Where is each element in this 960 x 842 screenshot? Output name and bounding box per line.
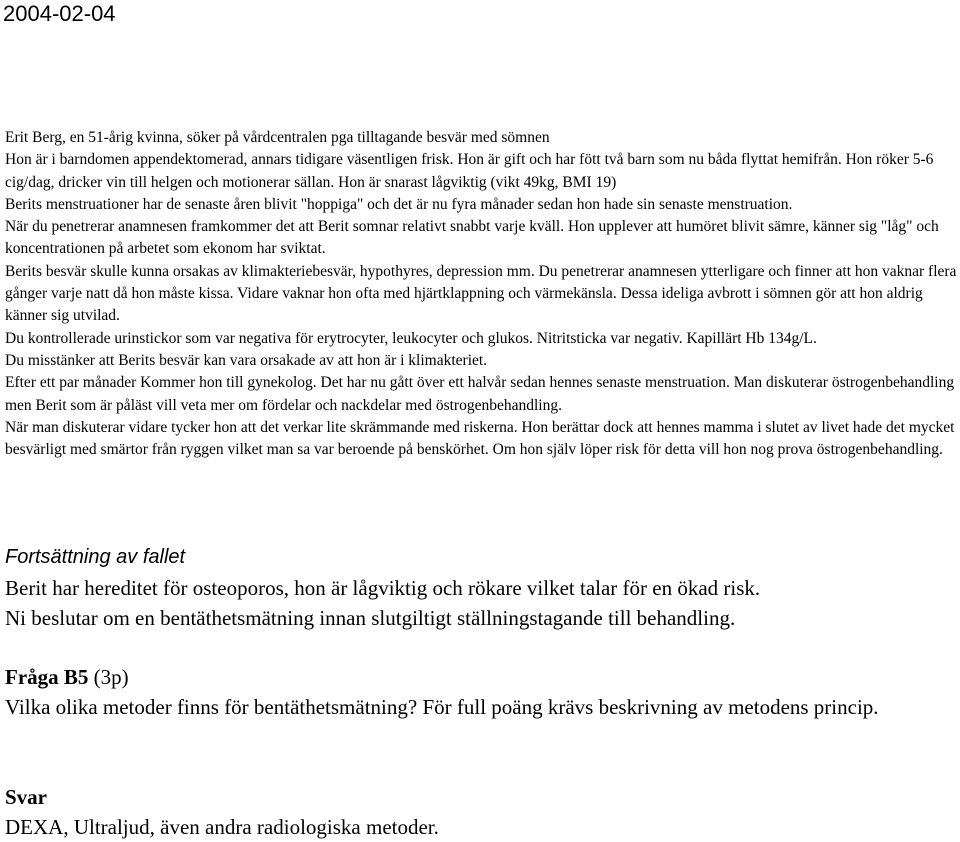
- answer-text: DEXA, Ultraljud, även andra radiologiska metoder.: [5, 815, 439, 839]
- case-paragraph: Berits menstruationer har de senaste åren blivit "hoppiga" och det är nu fyra månader sedan hon hade sin senaste menstruation.: [5, 195, 793, 213]
- case-paragraph: Du misstänker att Berits besvär kan vara orsakade av att hon är i klimakteriet.: [5, 351, 488, 369]
- question-label: Fråga B5: [5, 665, 89, 689]
- question-heading: [5, 662, 957, 692]
- answer-section: [5, 782, 957, 842]
- question-section: [5, 662, 957, 722]
- case-paragraph: Du kontrollerade urinstickor som var negativa för erytrocyter, leukocyter och glukos. Nitritsticka var negativ. Kapillärt Hb 134g/L.: [5, 329, 817, 347]
- continuation-line: Ni beslutar om en bentäthetsmätning innan slutgiltigt ställningstagande till behandling.: [5, 606, 736, 630]
- answer-heading: Svar: [5, 785, 47, 809]
- continuation-heading: Fortsättning av fallet: [5, 546, 186, 568]
- case-paragraph: När man diskuterar vidare tycker hon att det verkar lite skrämmande med riskerna. Hon berättar dock att hennes mamma i slutet av livet hade det mycket besvärligt med smärtor från ryggen vilket man sa var beroende på benskörhet. Om hon själv löper risk för detta vill hon nog prova östrogenbehandling.: [5, 418, 955, 459]
- case-paragraph: Erit Berg, en 51-årig kvinna, söker på vårdcentralen pga tilltagande besvär med sömnen: [5, 129, 550, 146]
- continuation-section: [5, 542, 957, 633]
- continuation-line: Berit har hereditet för osteoporos, hon är lågviktig och rökare vilket talar för en ökad risk.: [5, 576, 761, 600]
- document-date: 2004-02-04: [3, 1, 116, 26]
- case-paragraph: Hon är i barndomen appendektomerad, annars tidigare väsentligen frisk. Hon är gift och har fött två barn som nu båda flyttat hemifrån. Hon röker 5-6 cig/dag, dricker vin till helgen och motionerar sällan. Hon är snarast lågviktig (vikt 49kg, BMI 19): [5, 151, 934, 191]
- case-paragraph: Efter ett par månader Kommer hon till gynekolog. Det har nu gått över ett halvår sedan hennes senaste menstruation. Man diskuterar östrogenbehandling men Berit som är påläst vill veta mer om fördelar och nackdelar med östrogenbehandling.: [5, 374, 955, 414]
- case-description: [5, 127, 957, 461]
- case-paragraph: När du penetrerar anamnesen framkommer det att Berit somnar relativt snabbt varje kväll. Hon upplever att humöret blivit sämre, känner sig "låg" och koncentrationen på arbetet som ekonom har sviktat.: [5, 218, 939, 258]
- case-paragraph: Berits besvär skulle kunna orsakas av klimakteriebesvär, hypothyres, depression mm. Du penetrerar anamnesen ytterligare och finner att hon vaknar flera gånger varje natt då hon måste kissa. Vidare vaknar hon ofta med hjärtklappning och värmekänsla. Dessa ideliga avbrott i sömnen gör att hon aldrig känner sig utvilad.: [5, 262, 957, 325]
- question-points: (3p): [88, 665, 129, 689]
- question-text: Vilka olika metoder finns för bentäthetsmätning? För full poäng krävs beskrivning av metodens princip.: [5, 695, 879, 719]
